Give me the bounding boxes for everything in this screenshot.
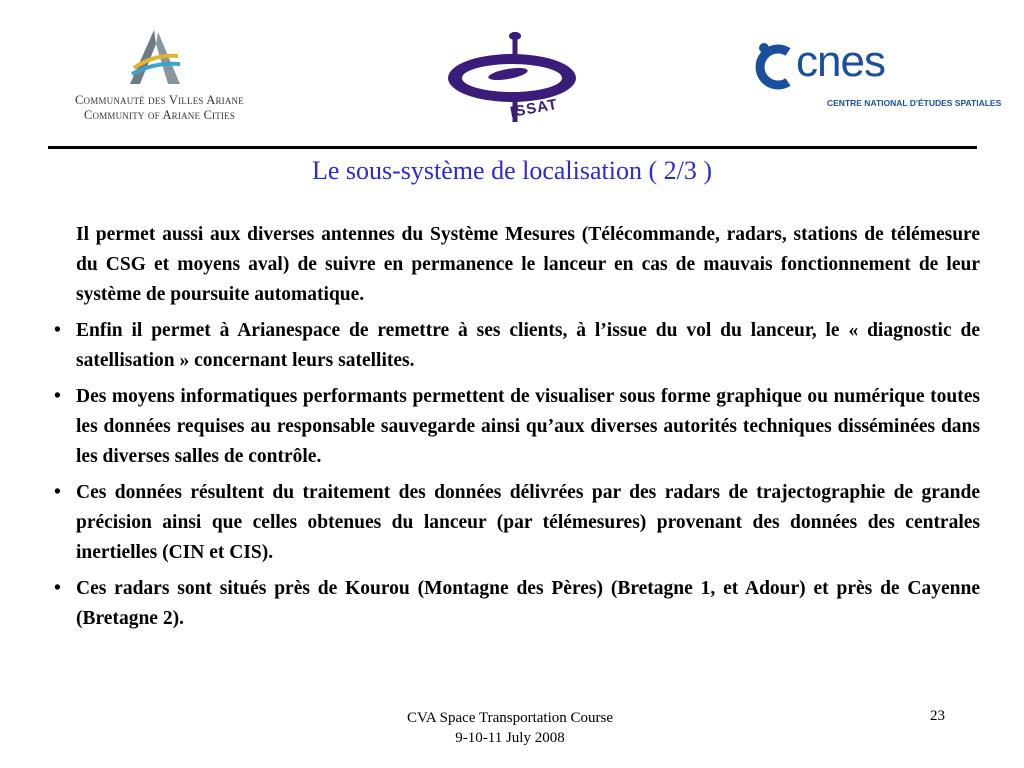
issat-logo-text: ISSAT [508, 95, 560, 122]
bullet-item [52, 478, 980, 568]
bullet-item [52, 574, 980, 634]
paragraph [52, 220, 980, 310]
cva-logo-line2: Community of Ariane Cities [83, 108, 236, 122]
footer-course-info [345, 708, 675, 748]
ariane-a-icon [124, 28, 188, 88]
bullet-text: Des moyens informatiques performants permettent de visualiser sous forme graphique ou numérique toutes les données requises au responsable sauvegarde ainsi qu’aux diverses autorités techniques disséminées dans les diverses salles de contrôle. [76, 386, 980, 467]
header-divider [48, 146, 977, 149]
cnes-wordmark: cnes [796, 37, 885, 86]
slide-body [52, 220, 980, 640]
slide-title: Le sous-système de localisation ( 2/3 ) [311, 156, 713, 185]
cnes-emblem-icon [752, 40, 796, 92]
bullet-text: Enfin il permet à Arianespace de remettre à ses clients, à l’issue du vol du lanceur, le « diagnostic de satellisation » concernant leurs satellites. [76, 320, 980, 371]
issat-logo [440, 30, 595, 130]
bullet-item [52, 382, 980, 472]
page-number: 23 [930, 708, 945, 724]
cnes-subtitle: CENTRE NATIONAL D'ÉTUDES SPATIALES [827, 98, 1002, 108]
footer-course: CVA Space Transportation Course [407, 710, 613, 726]
bullet: • [54, 482, 61, 503]
bullet-item [52, 316, 980, 376]
bullet-text: Ces radars sont situés près de Kourou (Montagne des Pères) (Bretagne 1, et Adour) et près de Cayenne (Bretagne 2). [76, 578, 980, 629]
cva-logo [52, 28, 267, 128]
bullet-text: Ces données résultent du traitement des données délivrées par des radars de trajectographie de grande précision ainsi que celles obtenues du lanceur (par télémesures) provenant des données des centrales inertielles (CIN et CIS). [76, 482, 980, 563]
bullet: • [54, 320, 61, 341]
cnes-logo [752, 37, 1002, 120]
footer-dates: 9-10-11 July 2008 [455, 730, 565, 746]
bullet: • [54, 578, 61, 599]
paragraph-text: Il permet aussi aux diverses antennes du Système Mesures (Télécommande, radars, stations de télémesure du CSG et moyens aval) de suivre en permanence le lanceur en cas de mauvais fonctionnement de leur système de poursuite automatique. [76, 224, 980, 305]
bullet: • [54, 386, 61, 407]
cva-logo-line1: Communauté des Villes Ariane [75, 93, 244, 107]
